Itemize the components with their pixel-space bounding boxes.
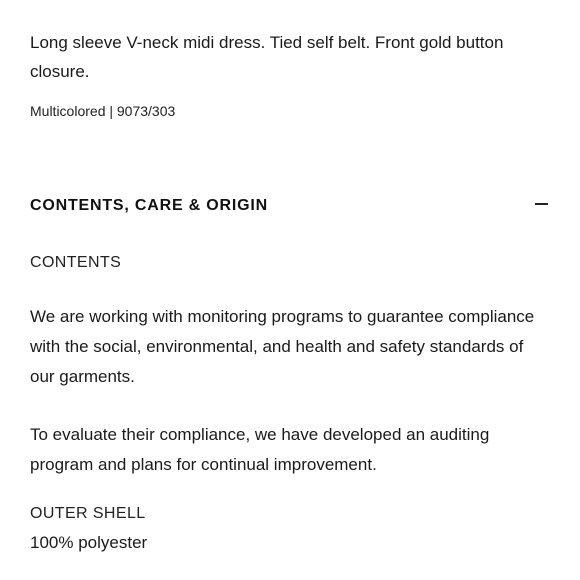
outer-shell-label: OUTER SHELL [30,505,146,522]
contents-heading: CONTENTS [30,254,122,271]
section-title: CONTENTS, CARE & ORIGIN [30,197,268,214]
contents-care-origin-toggle[interactable] [30,193,550,219]
product-description: Long sleeve V-neck midi dress. Tied self belt. Front gold button closure. [30,33,504,81]
minus-icon [535,203,548,205]
color-reference: Multicolored | 9073/303 [30,103,176,119]
compliance-paragraph: We are working with monitoring programs to guarantee compliance with the social, environmental, and health and safety standards of our garments. [30,307,535,386]
outer-shell-value: 100% polyester [30,533,148,552]
audit-paragraph: To evaluate their compliance, we have developed an auditing program and plans for continual improvement. [30,425,490,474]
